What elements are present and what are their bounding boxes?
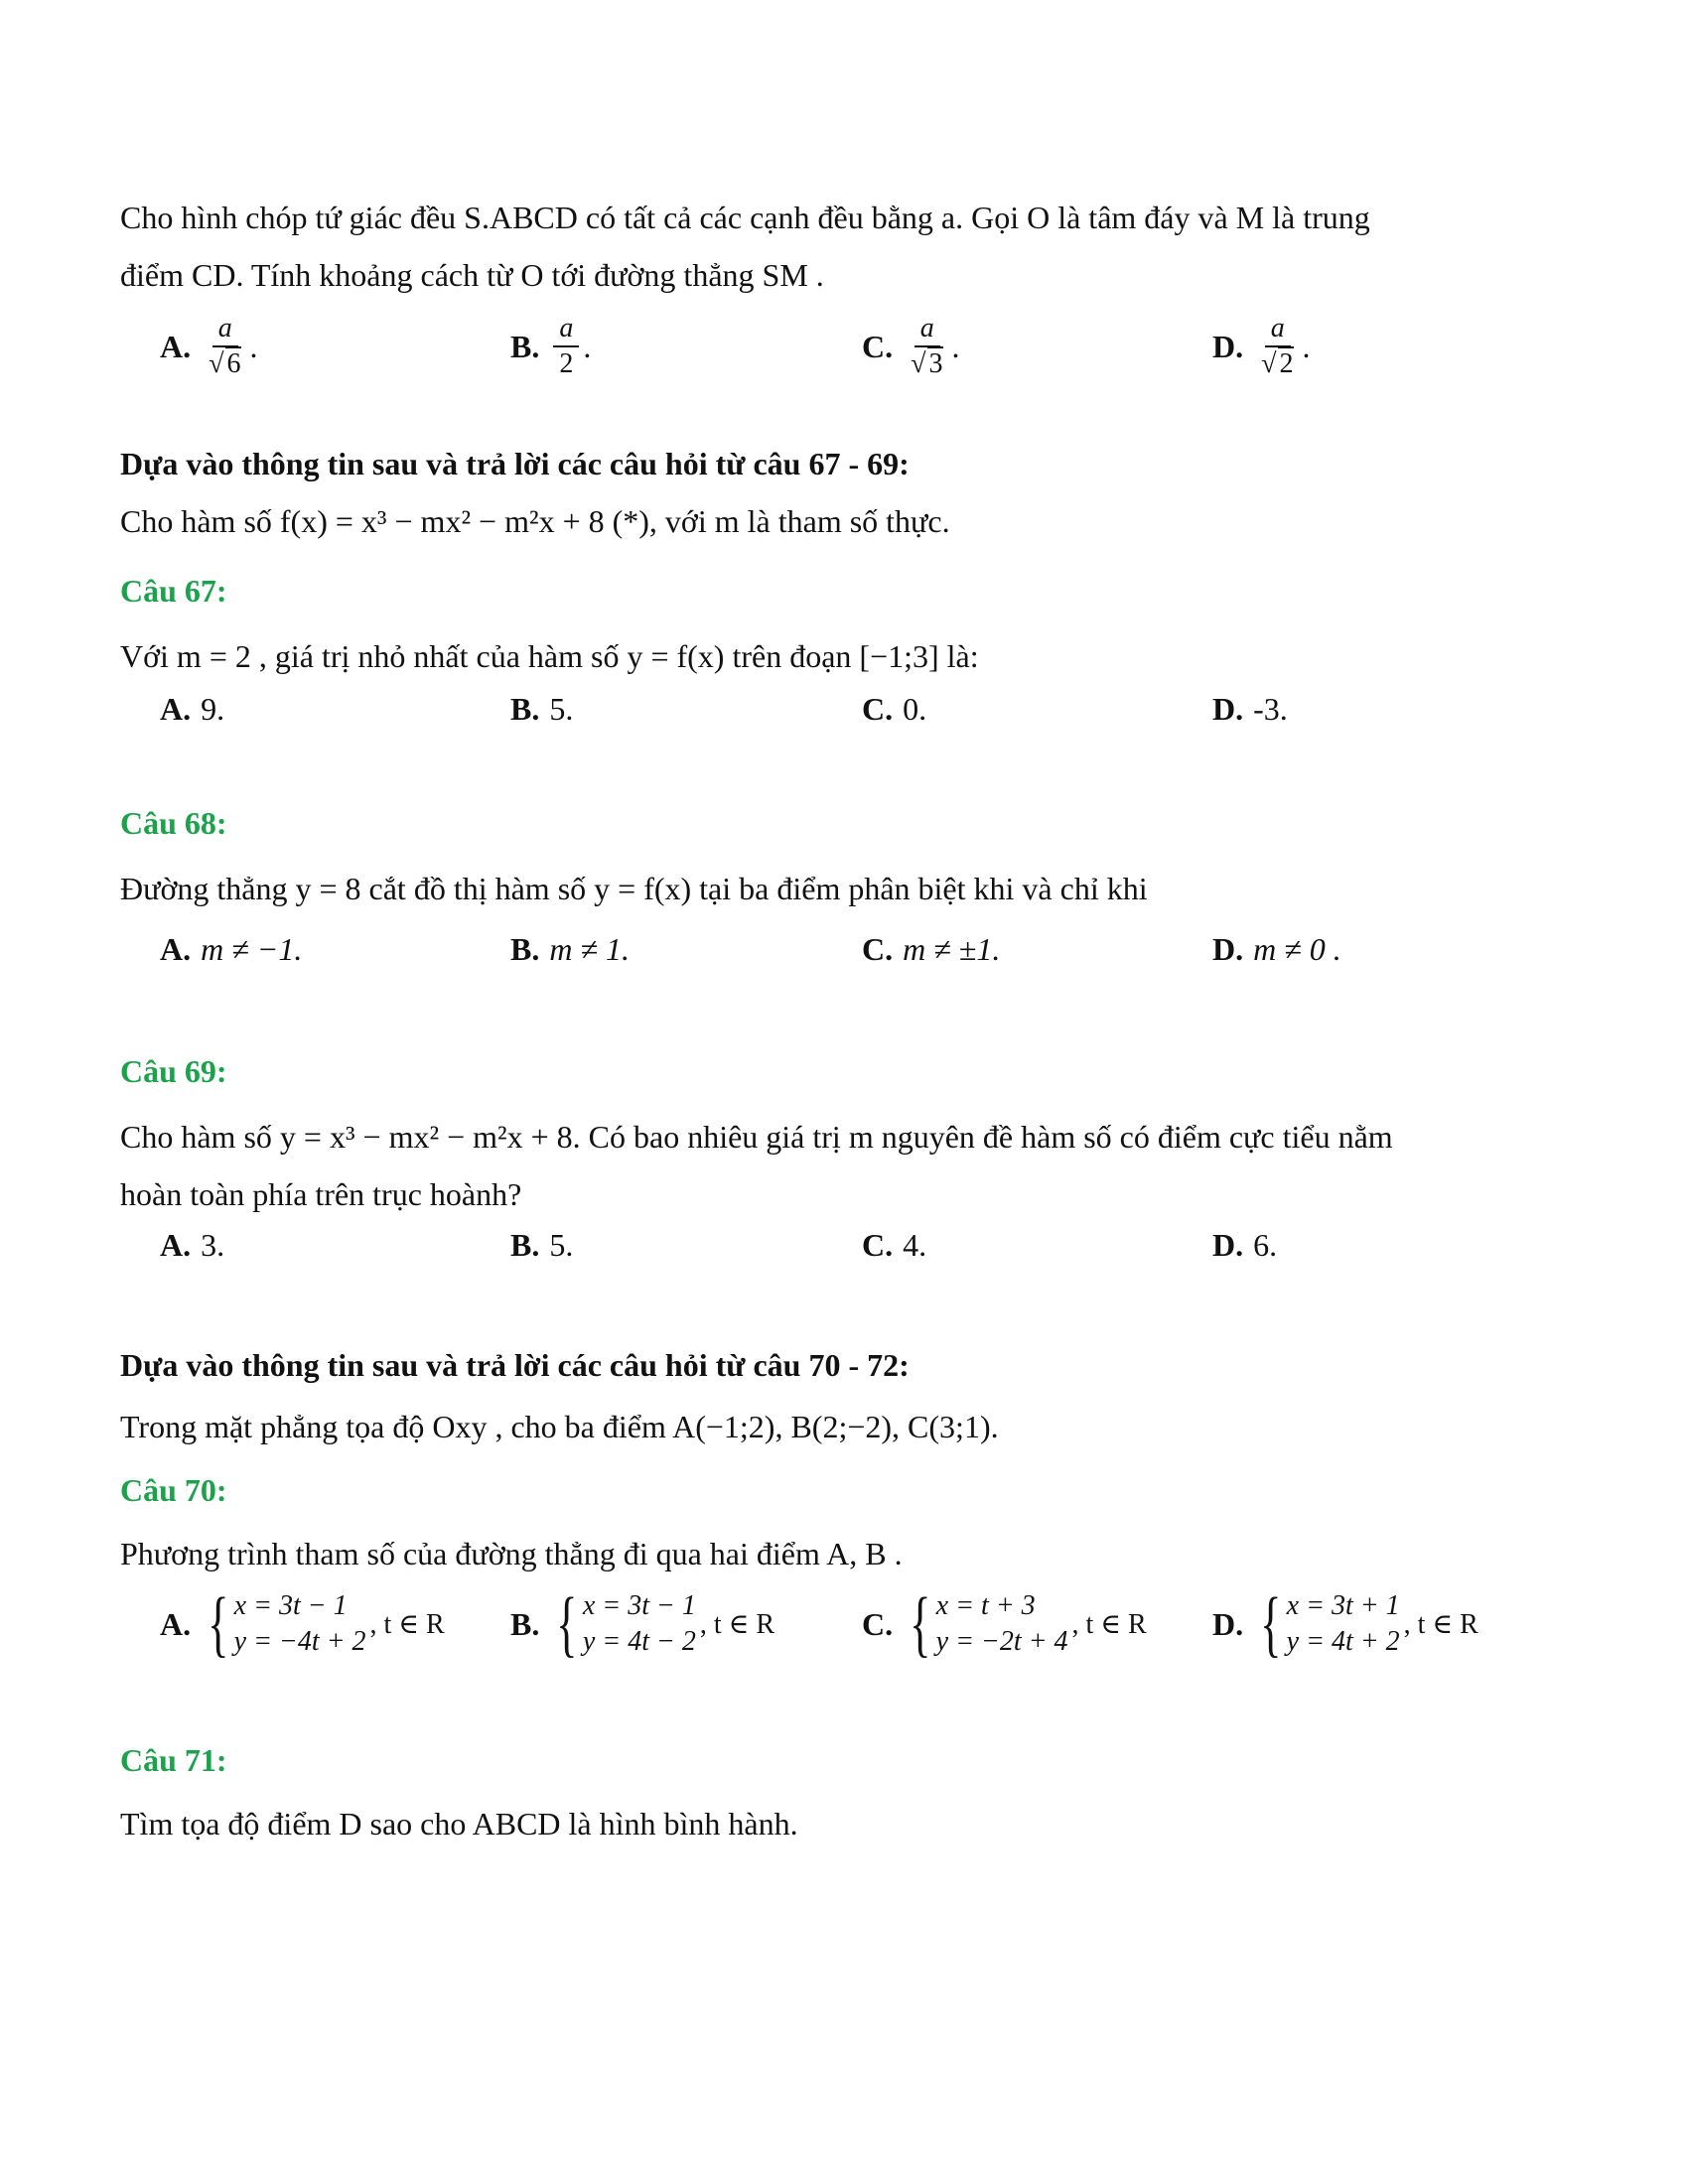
q70-option-d[interactable]: D. { x = 3t + 1 y = 4t + 2 , t ∈ R [1212,1583,1478,1665]
fraction: $\frac{a}{√ 2}$ [1261,313,1294,379]
equation-system: { x = 3t − 1 y = 4t − 2 , t ∈ R [556,1583,775,1665]
q66-option-a[interactable]: A. $\frac{a}{√ 6}$ . [160,313,258,379]
document-page [120,189,1570,1852]
q70-options [120,1583,1570,1668]
section2-intro: Trong mặt phẳng tọa độ Oxy , cho ba điểm A(−1;2), B(2;−2), C(3;1). [120,1409,999,1444]
q69-option-b[interactable]: B. 5. [510,1227,574,1263]
fraction: $\frac{a}{√ 3}$ [911,313,943,379]
section2-heading: Dựa vào thông tin sau và trả lời các câu hỏi từ câu 70 - 72: [120,1347,910,1383]
q68-text: Đường thẳng y = 8 cắt đồ thị hàm số y = f(x) tại ba điểm phân biệt khi và chỉ khi [120,871,1148,906]
equation-system: { x = t + 3 y = −2t + 4 , t ∈ R [910,1583,1147,1665]
brace-icon: { [208,1583,229,1665]
q69-title: Câu 69: [120,1053,227,1089]
q66-option-c[interactable]: C. $\frac{a}{√ 3}$ . [862,313,960,379]
q70-option-c[interactable]: C. { x = t + 3 y = −2t + 4 , t ∈ R [862,1583,1147,1665]
brace-icon: { [1260,1583,1282,1665]
q70-text: Phương trình tham số của đường thẳng đi qua hai điểm A, B . [120,1536,903,1571]
q67-text: Với m = 2 , giá trị nhỏ nhất của hàm số y = f(x) trên đoạn [−1;3] là: [120,638,979,674]
fraction: $\frac{a}{2}$ [553,312,579,381]
q70-option-b[interactable]: B. { x = 3t − 1 y = 4t − 2 , t ∈ R [510,1583,775,1665]
equation-system: { x = 3t − 1 y = −4t + 2 , t ∈ R [208,1583,445,1665]
q67-title: Câu 67: [120,573,227,609]
fraction: $\frac{a}{√ 6}$ [209,313,241,379]
q69-line2: hoàn toàn phía trên trục hoành? [120,1176,522,1212]
q67-option-a[interactable]: A. 9. [160,691,225,727]
q69-option-d[interactable]: D. 6. [1212,1227,1278,1263]
q69-options [120,1227,1570,1287]
q71-text: Tìm tọa độ điểm D sao cho ABCD là hình bình hành. [120,1806,798,1842]
q71-title: Câu 71: [120,1742,227,1778]
q67-option-c[interactable]: C. 0. [862,691,927,727]
q69-option-c[interactable]: C. 4. [862,1227,927,1263]
section1-intro: Cho hàm số f(x) = x³ − mx² − m²x + 8 (*), với m là tham số thực. [120,503,950,539]
q69-line1: Cho hàm số y = x³ − mx² − m²x + 8. Có bao nhiêu giá trị m nguyên đề hàm số có điểm cực tiểu nằm [120,1119,1393,1155]
q66-options [120,312,1570,395]
q69-option-a[interactable]: A. 3. [160,1227,225,1263]
equation-system: { x = 3t + 1 y = 4t + 2 , t ∈ R [1260,1583,1478,1665]
brace-icon: { [556,1583,578,1665]
q67-options [120,691,1570,751]
q67-option-b[interactable]: B. 5. [510,691,574,727]
q66-line2: điểm CD. Tính khoảng cách từ O tới đường thẳng SM . [120,257,824,293]
section1-heading: Dựa vào thông tin sau và trả lời các câu hỏi từ câu 67 - 69: [120,446,910,481]
q67-option-d[interactable]: D. -3. [1212,691,1288,727]
q68-option-b[interactable]: B. m ≠ 1. [510,931,631,967]
q66-option-b[interactable]: B. $\frac{a}{2}$ . [510,313,592,379]
q70-option-a[interactable]: A. { x = 3t − 1 y = −4t + 2 , t ∈ R [160,1583,445,1665]
q66-line1: Cho hình chóp tứ giác đều S.ABCD có tất cả các cạnh đều bằng a. Gọi O là tâm đáy và M là trung [120,200,1370,235]
q68-title: Câu 68: [120,805,227,841]
q68-options [120,931,1570,991]
brace-icon: { [910,1583,931,1665]
q66-option-d[interactable]: D. $\frac{a}{√ 2}$ . [1212,313,1311,379]
q68-option-c[interactable]: C. m ≠ ±1. [862,931,1001,967]
q70-title: Câu 70: [120,1472,227,1508]
q68-option-a[interactable]: A. m ≠ −1. [160,931,303,967]
q68-option-d[interactable]: D. m ≠ 0 . [1212,931,1341,967]
